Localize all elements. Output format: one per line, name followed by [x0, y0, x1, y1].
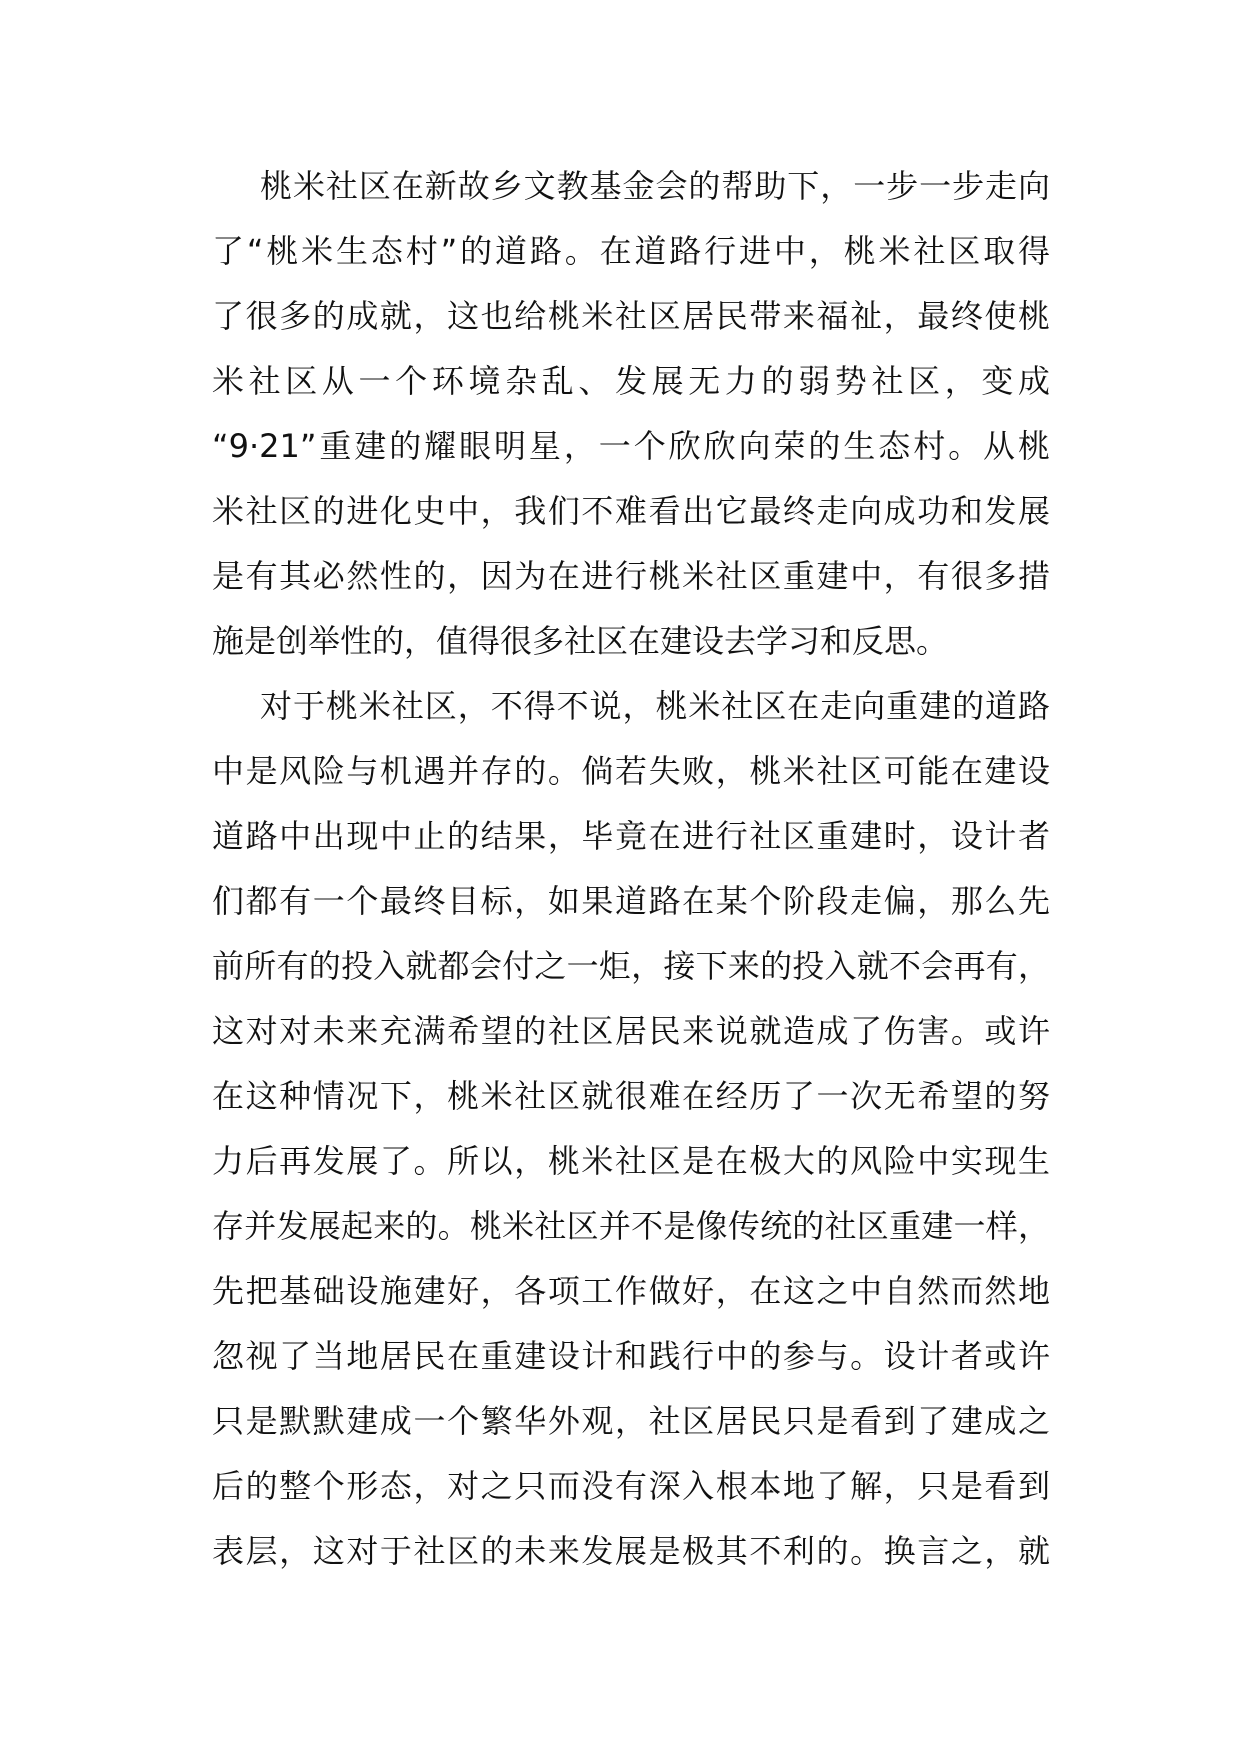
text-line: 是有其必然性的，因为在进行桃米社区重建中，有很多措	[212, 557, 1050, 595]
text-line: 表层，这对于社区的未来发展是极其不利的。换言之，就	[212, 1532, 1050, 1570]
text-line: 先把基础设施建好，各项工作做好，在这之中自然而然地	[212, 1272, 1050, 1310]
document-body	[212, 154, 1050, 1584]
text-line: 只是默默建成一个繁华外观，社区居民只是看到了建成之	[212, 1402, 1050, 1440]
text-line: 米社区从一个环境杂乱、发展无力的弱势社区，变成	[212, 362, 1050, 400]
text-line: 这对对未来充满希望的社区居民来说就造成了伤害。或许	[212, 1012, 1050, 1050]
text-line: 后的整个形态，对之只而没有深入根本地了解，只是看到	[212, 1467, 1050, 1505]
text-line: 在这种情况下，桃米社区就很难在经历了一次无希望的努	[212, 1077, 1050, 1115]
text-line: 了“桃米生态村”的道路。在道路行进中，桃米社区取得	[212, 232, 1050, 270]
text-line: 力后再发展了。所以，桃米社区是在极大的风险中实现生	[212, 1142, 1050, 1180]
text-line: 们都有一个最终目标，如果道路在某个阶段走偏，那么先	[212, 882, 1050, 920]
text-line: 道路中出现中止的结果，毕竟在进行社区重建时，设计者	[212, 817, 1050, 855]
text-line: 中是风险与机遇并存的。倘若失败，桃米社区可能在建设	[212, 752, 1050, 790]
text-line: 对于桃米社区，不得不说，桃米社区在走向重建的道路	[260, 687, 1050, 725]
paragraph-2	[212, 674, 1050, 1584]
text-line: 存并发展起来的。桃米社区并不是像传统的社区重建一样，	[212, 1207, 1050, 1245]
text-line: 前所有的投入就都会付之一炬，接下来的投入就不会再有，	[212, 947, 1050, 985]
text-line: 施是创举性的，值得很多社区在建设去学习和反思。	[212, 622, 949, 660]
text-line: 了很多的成就，这也给桃米社区居民带来福祉，最终使桃	[212, 297, 1050, 335]
text-line: 桃米社区在新故乡文教基金会的帮助下，一步一步走向	[260, 167, 1050, 205]
text-line: 忽视了当地居民在重建设计和践行中的参与。设计者或许	[212, 1337, 1050, 1375]
paragraph-1	[212, 154, 1050, 674]
text-line: 米社区的进化史中，我们不难看出它最终走向成功和发展	[212, 492, 1050, 530]
text-line: “9·21”重建的耀眼明星，一个欣欣向荣的生态村。从桃	[212, 427, 1050, 465]
